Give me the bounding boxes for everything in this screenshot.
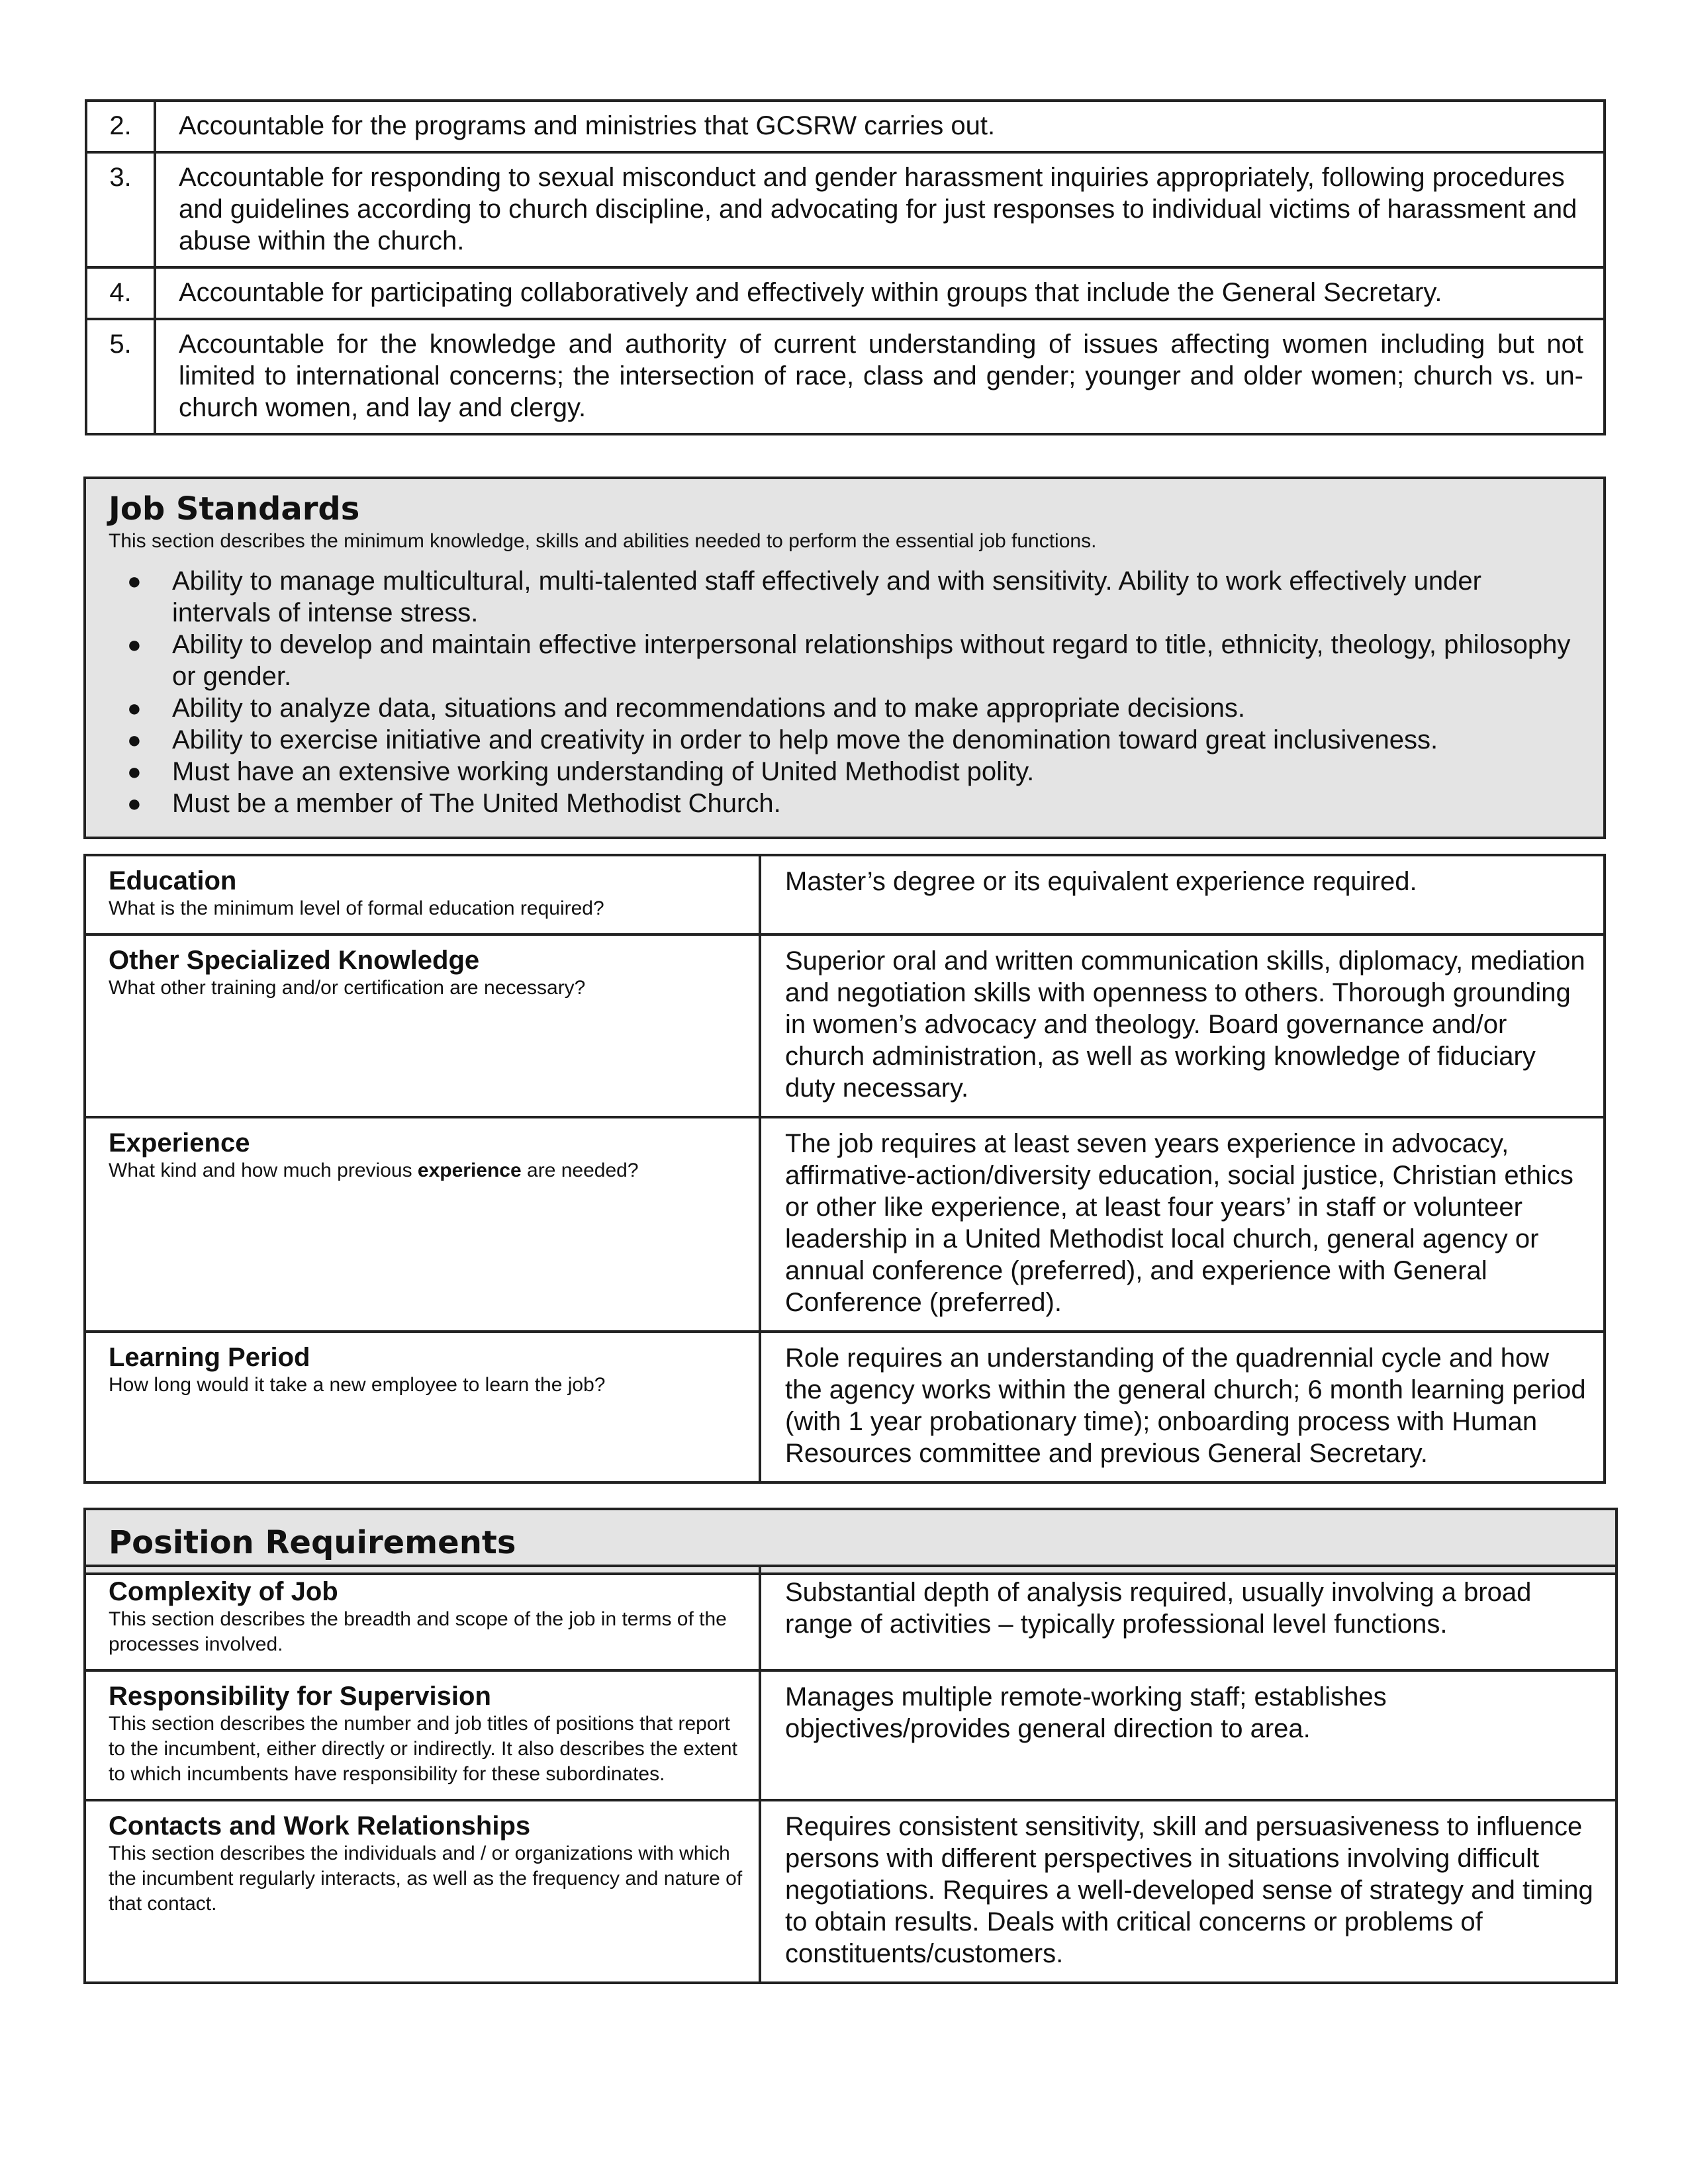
row-text: Accountable for the knowledge and authority of current understanding of issues affecting women including but not limited to international concerns; the intersection of race, class and gender; younger and older women; church vs. un-church women, and lay and clergy. — [155, 319, 1605, 434]
row-number: 5. — [86, 319, 155, 434]
row-title: Complexity of Job — [109, 1577, 338, 1606]
row-value: Substantial depth of analysis required, usually involving a broad range of activities – typically professional level functions. — [760, 1566, 1617, 1670]
list-item-text: Must be a member of The United Methodist Church. — [172, 789, 781, 818]
row-description: What other training and/or certification are necessary? — [109, 977, 586, 999]
section-title: Job Standards — [109, 490, 360, 527]
list-item — [127, 756, 1581, 788]
position-requirements-table — [83, 1565, 1618, 1984]
table-row — [86, 152, 1605, 267]
table-row — [85, 1670, 1617, 1800]
row-value: Manages multiple remote-working staff; establishes objectives/provides general direction to area. — [760, 1670, 1617, 1800]
row-label — [85, 1332, 760, 1482]
row-title: Experience — [109, 1128, 250, 1158]
row-description: How long would it take a new employee to learn the job? — [109, 1374, 606, 1396]
section-title: Position Requirements — [109, 1524, 516, 1561]
desc-emphasis: experience — [417, 1160, 522, 1181]
list-item-text: Ability to manage multicultural, multi-talented staff effectively and with sensitivity. Ability to work effectively under intervals of intense stress. — [172, 567, 1481, 627]
row-description: This section describes the number and job titles of positions that report to the incumbent, either directly or indirectly. It also describes the extent to which incumbents have responsibility for these subordinates. — [109, 1713, 737, 1785]
list-item-text: Must have an extensive working understanding of United Methodist polity. — [172, 757, 1035, 786]
row-label — [85, 855, 760, 934]
list-item-text: Ability to develop and maintain effective interpersonal relationships without regard to title, ethnicity, theology, philosophy or gender. — [172, 630, 1571, 691]
row-text: Accountable for the programs and ministries that GCSRW carries out. — [155, 101, 1605, 152]
row-title: Education — [109, 866, 237, 895]
table-row — [86, 101, 1605, 152]
bullet-icon: ● — [127, 726, 142, 753]
row-text: Accountable for participating collaboratively and effectively within groups that include the General Secretary. — [155, 267, 1605, 319]
row-label — [85, 1670, 760, 1800]
row-label — [85, 934, 760, 1117]
table-row — [86, 319, 1605, 434]
list-item — [127, 724, 1581, 756]
desc-text: are needed? — [521, 1160, 639, 1181]
list-item — [127, 629, 1581, 692]
row-title: Responsibility for Supervision — [109, 1682, 491, 1711]
bullet-icon: ● — [127, 790, 142, 817]
list-item-text: Ability to exercise initiative and creativity in order to help move the denomination toward great inclusiveness. — [172, 725, 1438, 754]
row-value: Role requires an understanding of the quadrennial cycle and how the agency works within the general church; 6 month learning period (with 1 year probationary time); onboarding process with Human Resources committee and previous General Secretary. — [760, 1332, 1605, 1482]
row-number: 4. — [86, 267, 155, 319]
row-label — [85, 1566, 760, 1670]
row-value: Requires consistent sensitivity, skill and persuasiveness to influence persons with different perspectives in situations involving difficult negotiations. Requires a well-developed sense of strategy and timing to obtain results. Deals with critical concerns or problems of constituents/customers. — [760, 1800, 1617, 1983]
section-description: This section describes the minimum knowledge, skills and abilities needed to perform the essential job functions. — [109, 530, 1097, 552]
row-title: Contacts and Work Relationships — [109, 1811, 531, 1841]
job-standards-table — [83, 854, 1606, 1484]
row-label — [85, 1800, 760, 1983]
row-description: This section describes the breadth and scope of the job in terms of the processes involved. — [109, 1608, 727, 1655]
table-row — [86, 267, 1605, 319]
row-label — [85, 1117, 760, 1332]
bullet-icon: ● — [127, 567, 142, 594]
row-title: Learning Period — [109, 1343, 310, 1372]
table-row — [85, 934, 1605, 1117]
list-item — [127, 788, 1581, 819]
table-row — [85, 855, 1605, 934]
row-number: 3. — [86, 152, 155, 267]
table-row — [85, 1117, 1605, 1332]
row-value: Master’s degree or its equivalent experience required. — [760, 855, 1605, 934]
table-row — [85, 1800, 1617, 1983]
table-row — [85, 1332, 1605, 1482]
list-item — [127, 692, 1581, 724]
row-description: What is the minimum level of formal education required? — [109, 897, 604, 919]
list-item-text: Ability to analyze data, situations and recommendations and to make appropriate decisions. — [172, 694, 1245, 723]
desc-text: What kind and how much previous — [109, 1160, 418, 1181]
row-text: Accountable for responding to sexual misconduct and gender harassment inquiries appropriately, following procedures and guidelines according to church discipline, and advocating for just responses to individual victims of harassment and abuse within the church. — [155, 152, 1605, 267]
job-standards-section — [83, 477, 1606, 839]
row-description: This section describes the individuals and / or organizations with which the incumbent regularly interacts, as well as the frequency and nature of that contact. — [109, 1843, 743, 1915]
table-row — [85, 1566, 1617, 1670]
row-number: 2. — [86, 101, 155, 152]
row-value: Superior oral and written communication skills, diplomacy, mediation and negotiation skills with openness to others. Thorough grounding in women’s advocacy and theology. Board governance and/or church administration, as well as working knowledge of fiduciary duty necessary. — [760, 934, 1605, 1117]
bullet-icon: ● — [127, 631, 142, 658]
bullet-icon: ● — [127, 758, 142, 785]
list-item — [127, 565, 1581, 629]
row-value: The job requires at least seven years experience in advocacy, affirmative-action/diversity education, social justice, Christian ethics or other like experience, at least four years’ in staff or volunteer leadership in a United Methodist local church, general agency or annual conference (preferred), and experience with General Conference (preferred). — [760, 1117, 1605, 1332]
bullet-icon: ● — [127, 694, 142, 721]
row-description — [109, 1158, 745, 1183]
row-title: Other Specialized Knowledge — [109, 946, 480, 975]
accountabilities-table — [85, 99, 1606, 435]
job-standards-list — [109, 565, 1581, 819]
